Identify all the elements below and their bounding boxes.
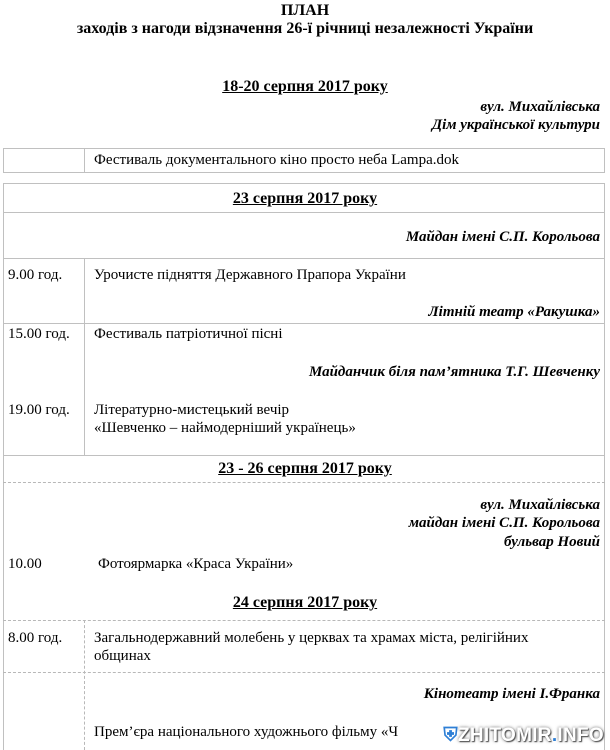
table-border (3, 672, 605, 673)
table-border (3, 172, 605, 173)
table-border (3, 455, 605, 456)
page-title: ПЛАН (280, 2, 330, 19)
event-title: Прем’єра національного художнього фільму «Ч (94, 724, 399, 740)
table-border (3, 620, 605, 621)
event-time: 9.00 год. (8, 267, 63, 283)
event-title: Фестиваль документального кіно просто неба Lampa.dok (94, 152, 459, 168)
section-date-1: 18-20 серпня 2017 року (222, 78, 388, 95)
table-border (3, 323, 605, 324)
event-title-line-2: «Шевченко – наймодерніший українець» (94, 420, 356, 436)
event-venue: Кінотеатр імені І.Франка (423, 686, 600, 702)
section-venue-2: Майдан імені С.П. Корольова (405, 229, 600, 245)
table-border (3, 212, 605, 213)
event-time: 15.00 год. (8, 326, 70, 342)
table-border (604, 148, 605, 172)
event-title: Фестиваль патріотичної пісні (94, 326, 283, 342)
table-border (84, 258, 85, 455)
table-border (3, 148, 4, 172)
event-time: 8.00 год. (8, 630, 63, 646)
event-title-line-1: Літературно-мистецький вечір (94, 402, 290, 418)
event-time: 10.00 (8, 556, 42, 572)
table-border (84, 620, 85, 750)
watermark-dot: . (551, 725, 558, 746)
event-venue: Літній театр «Ракушка» (428, 304, 600, 320)
event-venue: Майданчик біля пам’ятника Т.Г. Шевченку (308, 364, 600, 380)
section-venue-1-line-2: Дім української культури (431, 117, 600, 133)
section-date-3: 23 - 26 серпня 2017 року (218, 460, 392, 477)
table-border (3, 482, 605, 483)
section-venue-1-line-1: вул. Михайлівська (480, 99, 600, 115)
section-venue-3-line-3: бульвар Новий (504, 534, 600, 550)
table-border (84, 148, 85, 172)
event-title: Урочисте підняття Державного Прапора України (94, 267, 406, 283)
section-venue-3-line-2: майдан імені С.П. Корольова (408, 515, 600, 531)
section-venue-3-line-1: вул. Михайлівська (480, 497, 600, 513)
event-title-line-2: общинах (94, 648, 151, 664)
watermark-text-pre: ZHITOMIR (457, 725, 552, 746)
page-subtitle: заходів з нагоди відзначення 26-ї річниці незалежності України (76, 20, 534, 37)
table-border (3, 183, 605, 184)
section-date-2: 23 серпня 2017 року (232, 190, 378, 207)
table-border (3, 258, 605, 259)
event-title-line-1: Загальнодержавний молебень у церквах та храмах міста, релігійних (94, 630, 529, 646)
watermark-text-post: INFO (557, 725, 604, 746)
event-time: 19.00 год. (8, 402, 70, 418)
watermark (443, 725, 604, 747)
table-border (3, 148, 605, 149)
section-date-4: 24 серпня 2017 року (232, 594, 378, 611)
event-title: Фотоярмарка «Краса України» (98, 556, 294, 572)
shield-icon: ⛨ (443, 725, 458, 746)
